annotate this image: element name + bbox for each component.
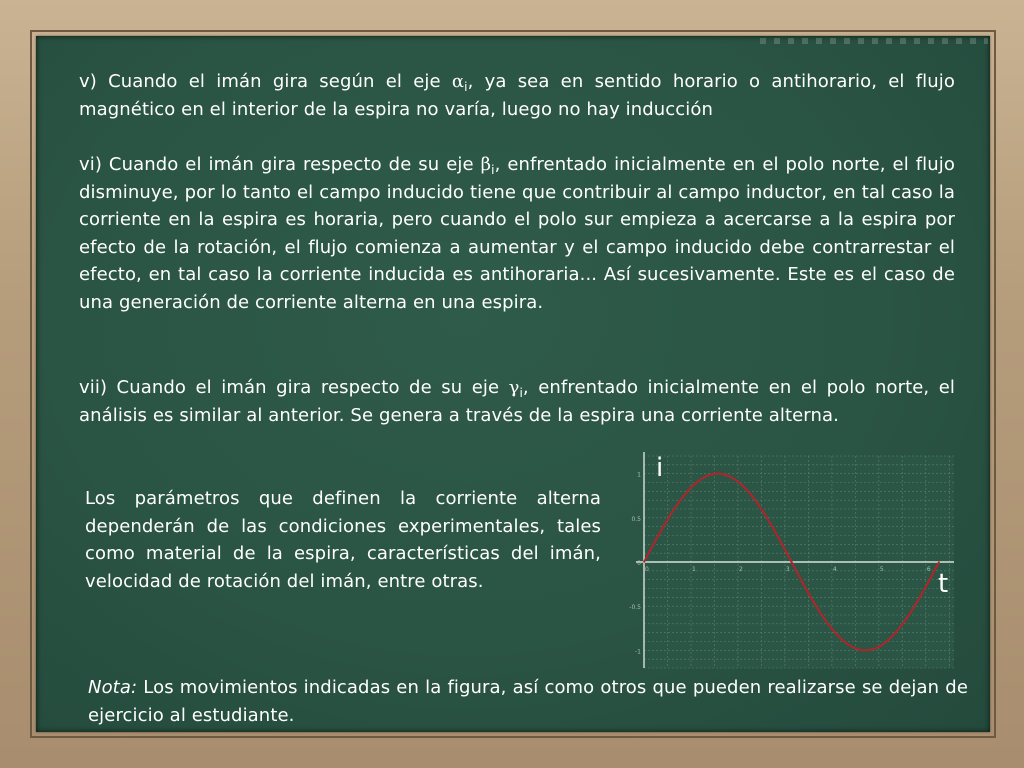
sine-data-point [690,487,692,489]
chalk-marks [760,38,988,44]
paragraph-vi [79,151,955,316]
x-tick-label: 0 [645,566,649,573]
note-text: Los movimientos indicadas en la figura, así como otros que pueden realizarse se dejan de ejercicio al estudiante. [88,677,968,726]
paragraph-vii-text-end: , enfrentado inicialmente en el polo norte, el análisis es similar al anterior. Se genera a través de la espira una corriente alterna. [79,377,955,426]
y-tick-label: -1 [635,648,641,656]
paragraph-vii [79,374,955,429]
sine-data-point [938,561,940,563]
x-tick-label: 4 [832,566,837,573]
sine-data-point [902,624,904,626]
gamma-subscript: i [519,386,523,400]
paragraph-vi-text-end: , enfrentado inicialmente en el polo norte, el flujo disminuye, por lo tanto el campo inducido tiene que contribuir al campo inductor, en tal caso la corriente en la espira es horaria, pero cuando el polo sur empieza a acercarse a la espira por efecto de la rotación, el flujo comienza a aumentar y el campo inducido debe contrarrestar el efecto, en tal caso la corriente inducida es antihoraria... Así sucesivamente. Este es el caso de una generación de corriente alterna en una espira. [79,154,955,313]
sine-data-point [831,628,833,630]
sine-data-point [791,561,793,563]
sine-data-point [761,508,763,510]
paragraph-v [79,68,955,123]
y-tick-label: 0.5 [631,515,641,523]
y-tick-label: -0.5 [629,604,641,612]
gamma-symbol: γ [508,377,520,398]
alpha-subscript: i [464,80,468,94]
x-tick-label: 2 [738,566,743,573]
x-axis-label: t [938,569,949,599]
paragraph-v-text-end: , ya sea en sentido horario o antihorario, el flujo magnético en el interior de la espira no varía, luego no hay inducción [79,71,955,120]
sine-data-point [643,561,645,563]
sine-current-chart [620,446,970,676]
x-tick-label: 3 [785,566,790,573]
alpha-symbol: α [451,71,465,92]
x-tick-label: 1 [691,566,696,573]
y-axis-label: i [656,453,664,483]
beta-subscript: i [491,163,495,177]
note-paragraph [88,674,968,729]
sine-data-point [808,592,810,594]
note-label: Nota: [88,677,138,698]
x-tick-label: 6 [926,566,931,573]
paragraph-parameters: Los parámetros que definen la corriente alterna dependerán de las condiciones experimentales, tales como material de la espira, características del imán, velocidad de rotación del imán, entre otras. [85,488,601,592]
paragraph-vi-text-start: vi) Cuando el imán gira respecto de su eje [79,154,481,175]
x-tick-label: 5 [879,566,884,573]
sine-data-point [667,519,669,521]
paragraph-v-text-start: v) Cuando el imán gira según el eje [79,71,452,92]
y-tick-label: 0 [637,560,641,567]
sine-data-point [717,473,719,475]
sine-data-point [737,481,739,483]
paragraph-vii-text-start: vii) Cuando el imán gira respecto de su eje [79,377,509,398]
beta-symbol: β [480,154,492,175]
sine-data-point [878,646,880,648]
y-tick-label: 1 [637,471,641,479]
sine-data-point [864,650,866,652]
